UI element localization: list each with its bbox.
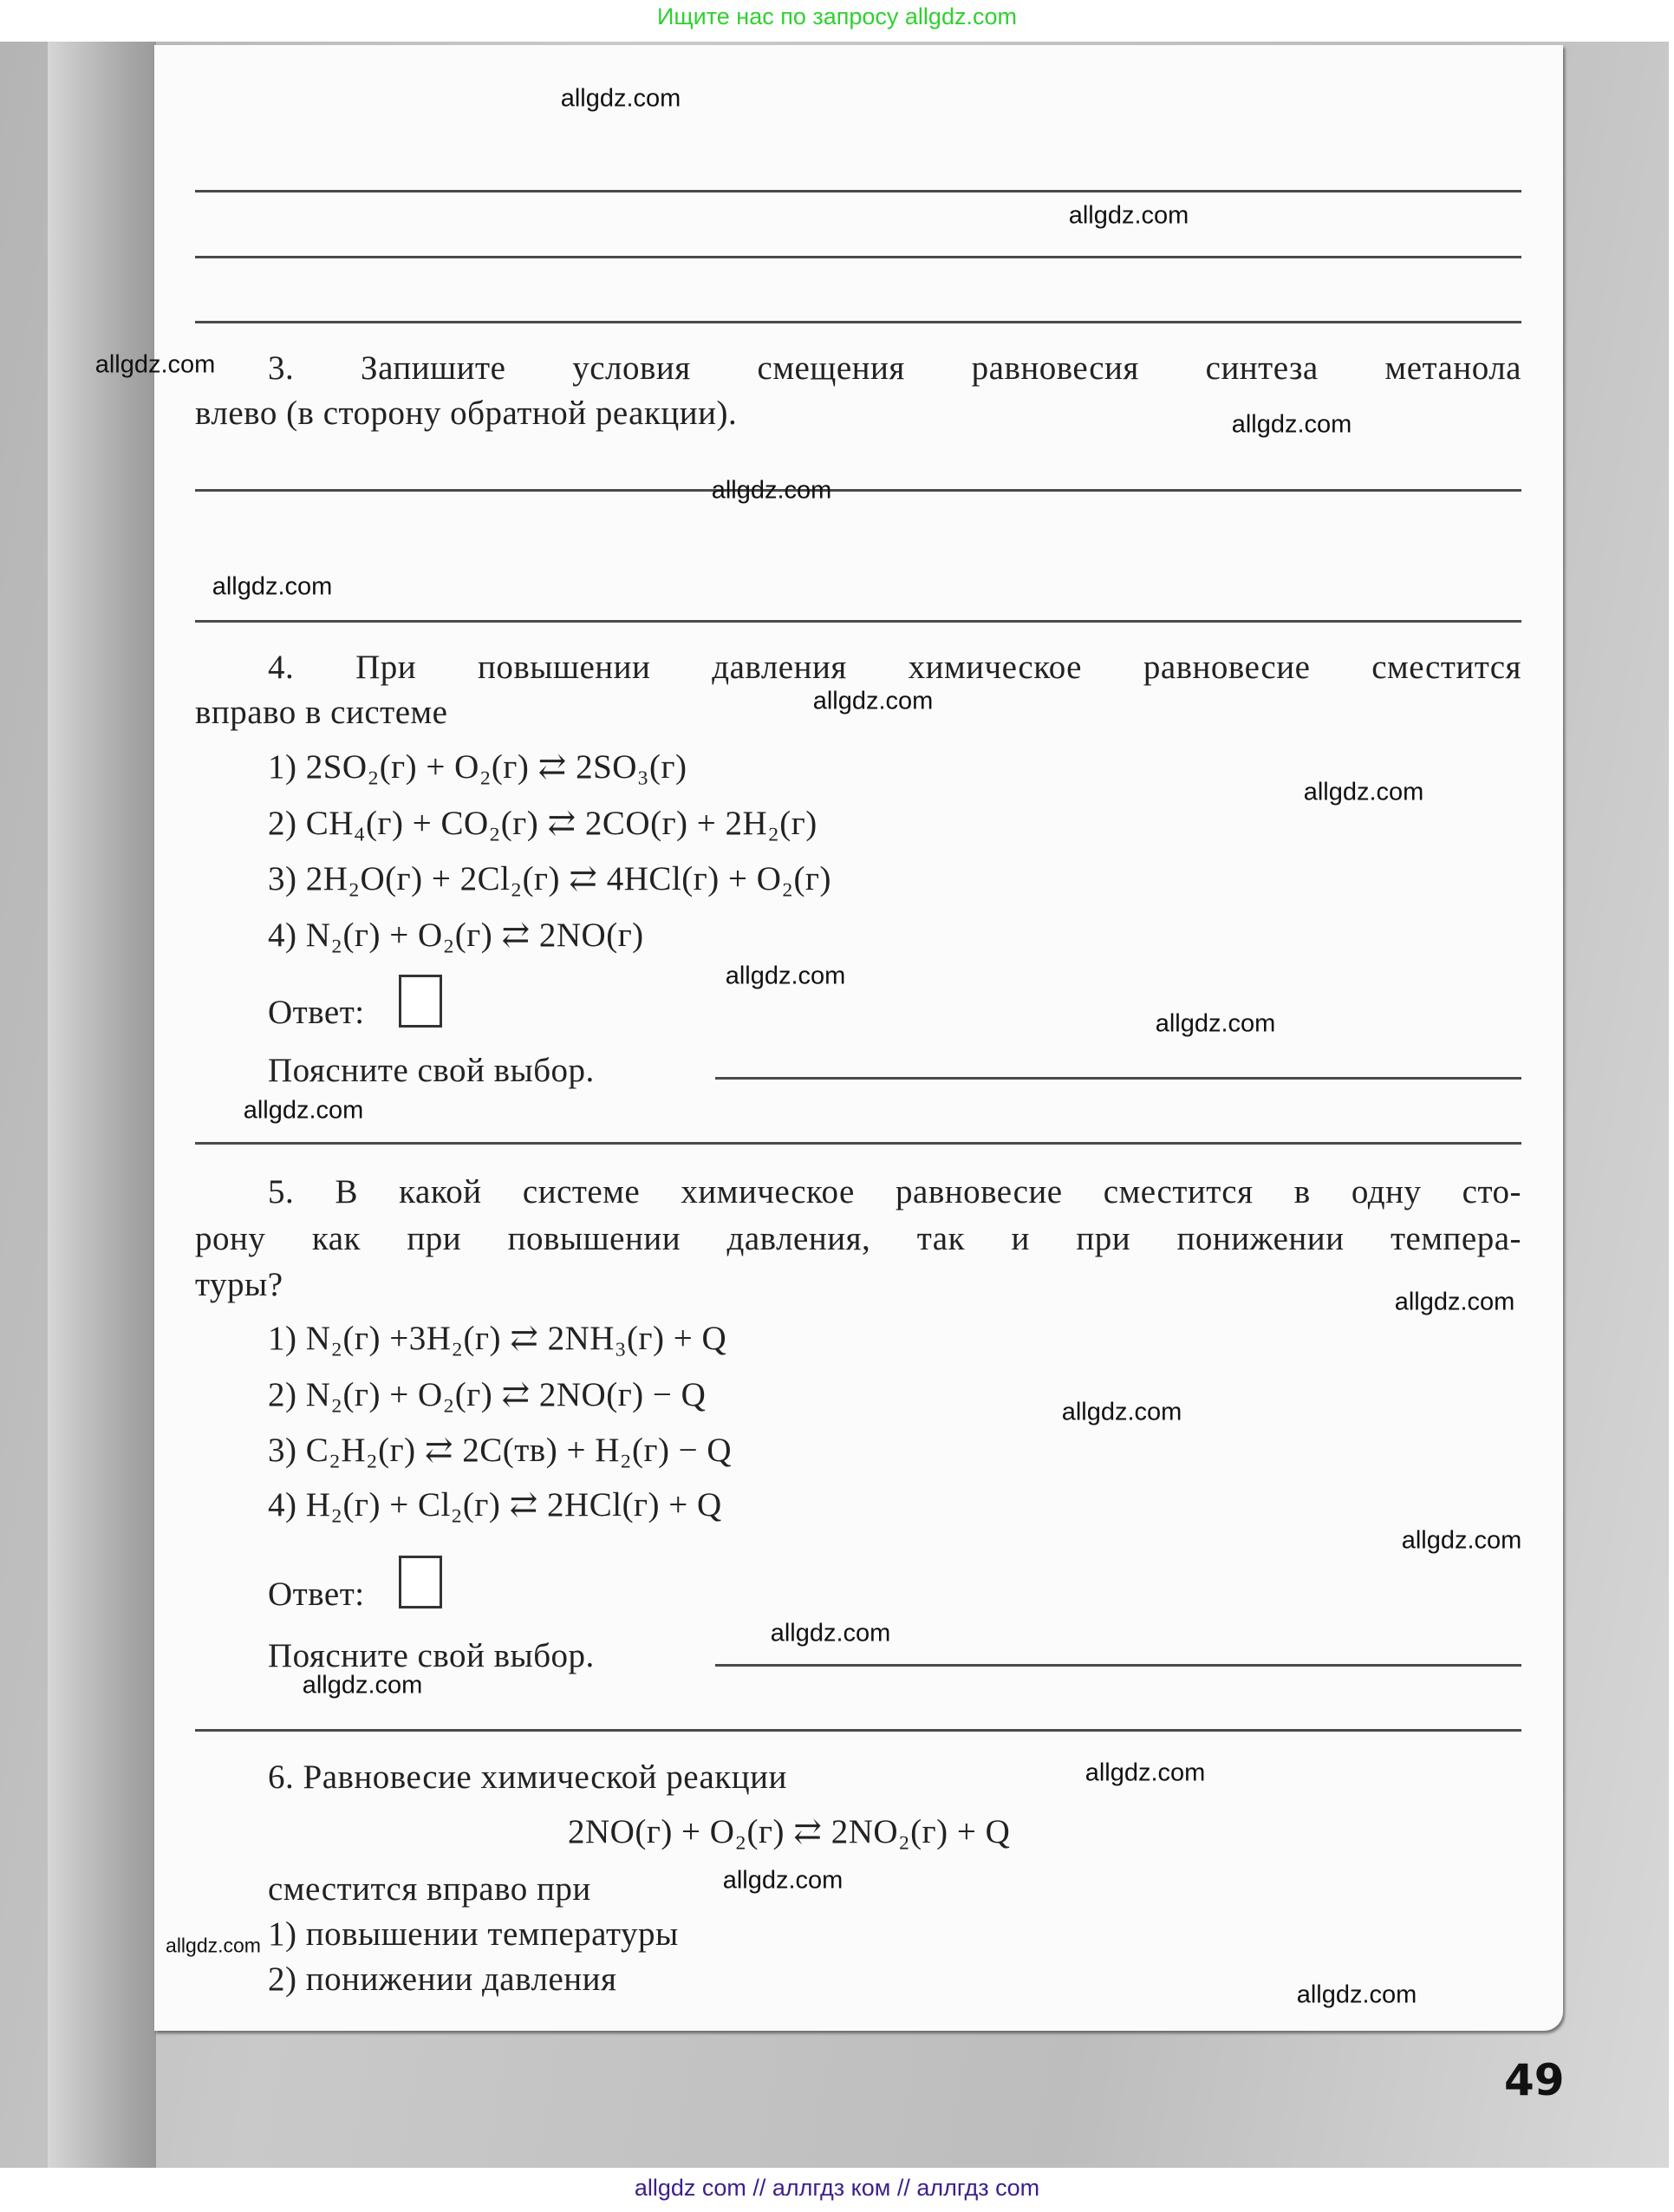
watermark-text: allgdz.com (725, 962, 846, 990)
q4-option: 4) N₂(г) + O₂(г) ⇄ 2NO(г) (268, 917, 644, 954)
watermark-text: allgdz.com (770, 1619, 891, 1648)
answer-line (715, 1077, 1521, 1080)
q4-answer-label: Ответ: (268, 994, 365, 1031)
q3-text-line2: влево (в сторону обратной реакции). (195, 395, 738, 432)
q6-equation: 2NO(г) + O₂(г) ⇄ 2NO₂(г) + Q (568, 1813, 1011, 1850)
watermark-text: allgdz.com (302, 1671, 423, 1700)
q5-option: 4) H₂(г) + Cl₂(г) ⇄ 2HCl(г) + Q (268, 1486, 722, 1524)
answer-line (195, 1729, 1521, 1732)
q4-option: 1) 2SO₂(г) + O₂(г) ⇄ 2SO₃(г) (268, 748, 687, 786)
q4-explain-label: Поясните свой выбор. (268, 1052, 595, 1089)
q6-option: 1) повышении температуры (268, 1915, 679, 1953)
q6-option: 2) понижении давления (268, 1961, 617, 1998)
workbook-page (154, 45, 1563, 2031)
q4-answer-box[interactable] (399, 975, 442, 1028)
q5-explain-label: Поясните свой выбор. (268, 1637, 595, 1674)
q5-answer-label: Ответ: (268, 1576, 365, 1613)
watermark-text: allgdz.com (722, 1866, 844, 1895)
watermark-text: allgdz.com (1155, 1009, 1276, 1038)
watermark-text: allgdz.com (812, 687, 934, 715)
q6-text-line1: 6. Равновесие химической реакции (268, 1759, 787, 1796)
watermark-text: allgdz.com (711, 476, 832, 505)
answer-line (195, 489, 1521, 492)
answer-line (715, 1664, 1521, 1667)
footer-watermark: allgdz com // аллгдз ком // аллгдз com (634, 2175, 1040, 2201)
q4-option: 3) 2H₂O(г) + 2Cl₂(г) ⇄ 4HCl(г) + O₂(г) (268, 860, 831, 897)
watermark-text: allgdz.com (1085, 1759, 1206, 1787)
q4-text-line1: 4. При повышении давления химическое равновесие сместится (268, 649, 1521, 686)
answer-line (195, 190, 1521, 192)
q5-text-line3: туры? (195, 1266, 283, 1303)
watermark-text: allgdz.com (1296, 1980, 1417, 2009)
watermark-text: allgdz.com (1394, 1288, 1515, 1316)
answer-line (195, 321, 1521, 323)
q5-option: 2) N₂(г) + O₂(г) ⇄ 2NO(г) − Q (268, 1376, 707, 1413)
q5-answer-box[interactable] (399, 1556, 442, 1608)
watermark-text: allgdz.com (94, 350, 216, 379)
watermark-text: allgdz.com (166, 1934, 261, 1957)
q5-text-line1: 5. В какой системе химическое равновесие сместится в одну сто- (268, 1173, 1521, 1210)
watermark-text: allgdz.com (1231, 410, 1352, 439)
q5-option: 3) C₂H₂(г) ⇄ 2C(тв) + H₂(г) − Q (268, 1432, 733, 1469)
answer-line (195, 1142, 1521, 1145)
q4-option: 2) CH₄(г) + CO₂(г) ⇄ 2CO(г) + 2H₂(г) (268, 805, 817, 842)
q5-option: 1) N₂(г) +3H₂(г) ⇄ 2NH₃(г) + Q (268, 1320, 727, 1357)
answer-line (195, 256, 1521, 258)
page-number: 49 (1504, 2055, 1565, 2105)
q5-text-line2: рону как при повышении давления, так и при понижении темпера- (195, 1220, 1521, 1257)
watermark-text: allgdz.com (243, 1096, 364, 1125)
top-banner: Ищите нас по запросу allgdz.com (657, 3, 1017, 29)
q3-text-line1: 3. Запишите условия смещения равновесия синтеза метанола (268, 349, 1521, 387)
q4-text-line2: вправо в системе (195, 694, 448, 731)
watermark-text: allgdz.com (1068, 201, 1189, 230)
watermark-text: allgdz.com (560, 84, 681, 113)
watermark-text: allgdz.com (1303, 778, 1424, 806)
answer-line (195, 620, 1521, 623)
watermark-text: allgdz.com (212, 572, 333, 601)
q6-text-line2: сместится вправо при (268, 1870, 591, 1908)
watermark-text: allgdz.com (1061, 1398, 1182, 1426)
watermark-text: allgdz.com (1401, 1526, 1522, 1555)
